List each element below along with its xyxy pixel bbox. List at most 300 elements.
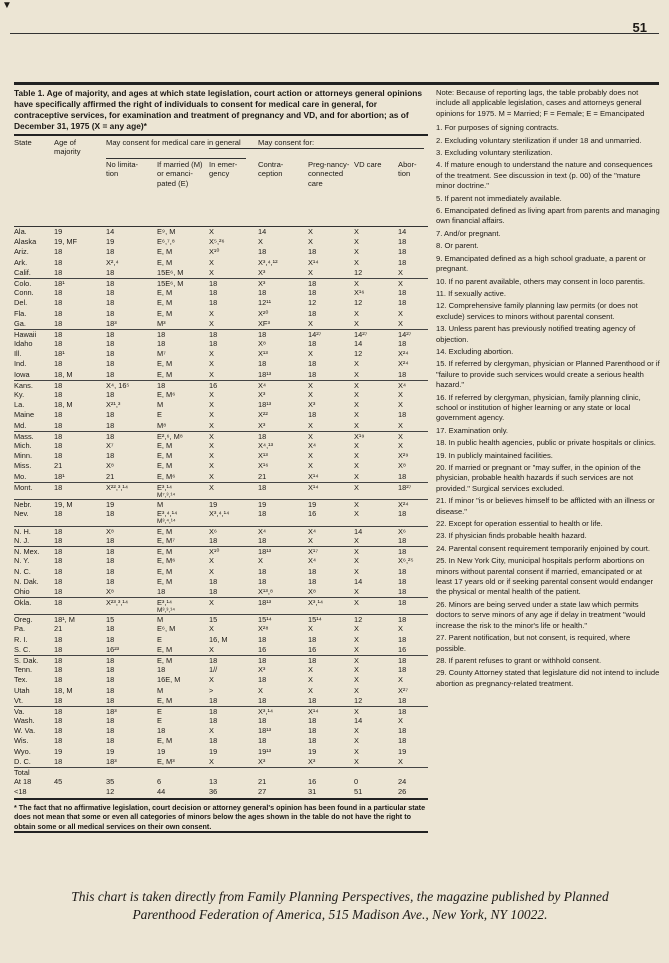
cell: 13 [209, 777, 218, 787]
cell: 0 [354, 777, 359, 787]
table-cell: 18 [106, 288, 115, 298]
table-cell: E, M⁶ [157, 471, 176, 481]
footnote-item: 29. County Attorney stated that legislature did not intend to include abortion as pregnancy-related treatment. [436, 668, 660, 688]
state-name: Mont. [14, 482, 33, 492]
table-cell: 18 [54, 526, 63, 536]
table-cell: X [398, 756, 403, 766]
table-cell: E, M³ [157, 756, 175, 766]
table-cell: E, M [157, 566, 173, 576]
table-cell: E, M [157, 288, 173, 298]
table-cell: E, M⁷ [157, 536, 175, 546]
table-row [14, 339, 428, 349]
table-cell: M⁷ [157, 349, 166, 359]
table-cell: X [354, 598, 359, 608]
table-cell: X [354, 706, 359, 716]
table-cell: 12 [308, 298, 317, 308]
table-cell: X⁴, 16⁵ [106, 380, 130, 390]
table-cell: E, M [157, 451, 173, 461]
table-cell: X [209, 410, 214, 420]
table-cell: E [157, 634, 162, 644]
table-cell: X [209, 267, 214, 277]
table-row [14, 546, 428, 556]
table-cell: 18 [106, 576, 115, 586]
table-cell: 18 [308, 634, 317, 644]
table-cell: 18 [54, 298, 63, 308]
footnote-item: 4. If mature enough to understand the nature and consequences of the treatment. See discussion in text (p. 00) of the "mature minor doctrine." [436, 160, 653, 191]
state-name: Okla. [14, 598, 32, 608]
table-cell: 18 [157, 380, 166, 390]
table-cell: E [157, 716, 162, 726]
table-cell: 18 [106, 390, 115, 399]
table-cell: X [354, 380, 359, 390]
table-cell: 18 [106, 547, 115, 557]
table-cell: 12 [354, 298, 363, 308]
table-cell: 18 [106, 624, 115, 634]
table-row [14, 716, 428, 726]
table-cell: X [354, 318, 359, 328]
table-cell: 18 [398, 547, 407, 557]
table-cell: M [157, 615, 164, 625]
table-cell: X [308, 665, 313, 675]
footnote-item: 13. Unless parent has previously notified treating agency of objection. [436, 324, 636, 344]
table-cell: 14 [106, 227, 115, 236]
table-row [14, 461, 428, 471]
table-cell: E³,⁴,¹⁴ [157, 508, 178, 518]
table-cell: X⁵,²⁶ [209, 237, 225, 247]
table-cell: 16 [308, 508, 317, 518]
state-name: Minn. [14, 451, 33, 461]
table-cell: 16 [209, 380, 218, 390]
cell: 6 [157, 777, 162, 787]
table-cell: 18 [54, 695, 63, 705]
table-cell: E, M⁶ [157, 556, 176, 566]
table-cell: X³ [258, 756, 266, 766]
header-if-married: If married (M) or emanci-pated (E) [157, 160, 203, 188]
table-cell: 18 [54, 329, 63, 339]
table-cell: X¹⁰ [209, 247, 220, 257]
table-cell: X [209, 400, 214, 410]
totals-label: Total [14, 768, 30, 777]
table-cell: X³,¹⁴ [258, 706, 274, 716]
state-name: Vt. [14, 695, 24, 705]
table-cell: 18 [308, 247, 317, 257]
corner-mark: ▼ [2, 0, 12, 11]
table-cell: 14 [354, 576, 363, 586]
table-cell: X [354, 624, 359, 634]
table-section [14, 88, 428, 833]
table-cell: 18 [258, 566, 267, 576]
table-cell: 18 [54, 339, 63, 349]
footnote-item: 21. If minor "is or believes himself to be afflicted with an illness or disease." [436, 496, 655, 516]
table-cell: X [354, 587, 359, 596]
table-cell: X²² [258, 410, 268, 420]
state-name: Nebr. [14, 499, 32, 509]
footnote-item: 23. If physician finds probable health hazard. [436, 531, 587, 541]
table-cell: 18¹³ [258, 369, 272, 379]
cell: 24 [398, 777, 407, 787]
table-cell: X [398, 278, 403, 288]
header-state: State [14, 138, 32, 147]
table-title: Table 1. Age of majority, and ages at which state legislation, court action or attorneys general opinions have specifically affirmed the right of individuals to consent for medical care in general, for contraceptive services, for examination and treatment of pregnancy and VD, and for abortion; as of December 31, 1975 (X = any age)* [14, 88, 422, 131]
table-cell: X⁶ [209, 526, 217, 536]
table-cell: 18 [398, 598, 407, 608]
table-row [14, 526, 428, 536]
table-cell: X [209, 471, 214, 481]
header-abortion: Abor-tion [398, 160, 417, 179]
table-cell: 18 [106, 655, 115, 665]
table-cell: 18 [54, 587, 63, 596]
table-cell: 15¹⁴ [258, 615, 272, 625]
cell: At 18 [14, 777, 32, 787]
table-cell: 18 [398, 508, 407, 518]
table-cell: 21 [258, 471, 267, 481]
table-cell: X [209, 227, 214, 236]
table-cell: 18, M [54, 400, 73, 410]
table-cell: 18 [398, 695, 407, 705]
table-cell: 18 [209, 587, 218, 596]
state-name: R. I. [14, 634, 28, 644]
state-name: Ohio [14, 587, 30, 596]
table-cell: X [209, 726, 214, 736]
table-cell: 18 [54, 706, 63, 716]
footnote-item: 19. In publicly maintained facilities. [436, 450, 553, 460]
table-row [14, 472, 428, 482]
table-cell: X [209, 451, 214, 461]
state-name: Ind. [14, 359, 27, 369]
table-cell: 15E⁶, M [157, 278, 184, 288]
table-cell: X [209, 644, 214, 654]
table-cell: 14²⁷ [308, 329, 322, 339]
table-cell: X [258, 685, 263, 695]
table-cell: 21 [54, 461, 63, 471]
table-cell: X [209, 257, 214, 267]
table-cell: X⁴ [258, 380, 267, 390]
table-cell: 18 [106, 359, 115, 369]
table-cell: 18 [157, 665, 166, 675]
table-cell: 18, M [54, 685, 73, 695]
table-cell: X [354, 247, 359, 257]
table-cell: 18³ [106, 756, 117, 766]
header-pregnancy: Preg-nancy-connected care [308, 160, 350, 188]
table-cell: X [354, 451, 359, 461]
table-cell: X³,⁴,¹⁴ [209, 508, 230, 518]
state-name: N. J. [14, 536, 30, 546]
table-cell: E, M [157, 644, 173, 654]
table-cell: M [157, 400, 164, 410]
table-cell: 18 [54, 420, 63, 430]
table-cell: 18 [54, 756, 63, 766]
table-row [14, 400, 428, 410]
table-cell: 18 [209, 288, 218, 298]
table-cell: X [308, 685, 313, 695]
table-row [14, 675, 428, 685]
table-cell: 18¹³ [258, 547, 272, 557]
table-row [14, 410, 428, 420]
table-cell: 19 [258, 499, 267, 509]
table-row [14, 597, 428, 614]
table-cell: 18 [54, 308, 63, 318]
table-cell: E²,⁶, M⁸ [157, 431, 183, 441]
table-cell: 12 [354, 349, 363, 359]
table-cell: 18 [54, 716, 63, 726]
table-cell-subline: M³,⁴,¹⁴ [157, 517, 176, 525]
table-cell: E, M [157, 461, 173, 471]
table-cell: 18 [106, 247, 115, 257]
table-cell: 18 [106, 716, 115, 726]
table-row [14, 370, 428, 380]
table-cell: X²⁰ [258, 308, 269, 318]
table-cell: M [157, 685, 164, 695]
table-cell: 18 [54, 536, 63, 546]
table-cell: 18 [106, 566, 115, 576]
table-cell: M³ [157, 318, 166, 328]
table-cell: 14 [354, 339, 363, 349]
state-name: Hawaii [14, 329, 37, 339]
table-row [14, 747, 428, 757]
table-cell: 18 [258, 508, 267, 518]
table-row [14, 349, 428, 359]
state-name: La. [14, 400, 25, 410]
table-cell: X [354, 482, 359, 492]
table-cell: 14 [258, 227, 267, 236]
table-cell: 18 [54, 675, 63, 685]
table-cell: 18 [258, 634, 267, 644]
table-cell: 18 [258, 716, 267, 726]
table-cell: X [209, 556, 214, 566]
page-number: 51 [632, 20, 647, 35]
table-cell: 18 [54, 247, 63, 257]
cell: 27 [258, 787, 267, 797]
footnote-item: 27. Parent notification, but not consent, is required, where possible. [436, 633, 631, 653]
state-name: Fla. [14, 308, 27, 318]
table-cell: 18 [308, 288, 317, 298]
table-cell: 18 [209, 339, 218, 349]
table-cell: X [398, 318, 403, 328]
table-cell: 15 [106, 615, 115, 625]
table-cell: X⁸ [258, 339, 267, 349]
table-cell: 19, MF [54, 237, 77, 247]
table-cell: 18 [258, 482, 267, 492]
table-cell: X [209, 369, 214, 379]
table-cell: X [258, 556, 263, 566]
header-rule-medical [106, 158, 246, 159]
table-cell: X¹⁷ [308, 547, 319, 557]
table-cell: 18 [106, 308, 115, 318]
table-row [14, 706, 428, 716]
table-cell: 18 [398, 587, 407, 596]
table-cell: 18 [308, 736, 317, 746]
table-row [14, 288, 428, 298]
table-cell: 18 [54, 288, 63, 298]
table-cell: 19 [106, 237, 115, 247]
table-row [14, 390, 428, 400]
table-cell: 18 [258, 431, 267, 441]
table-row [14, 309, 428, 319]
footnotes-list [436, 123, 660, 689]
state-name: Iowa [14, 369, 30, 379]
table-row [14, 247, 428, 257]
table-cell: 18 [308, 695, 317, 705]
table-cell: X [354, 685, 359, 695]
table-cell: X [398, 267, 403, 277]
table-cell: 18 [308, 655, 317, 665]
footnote-item: 22. Except for operation essential to health or life. [436, 519, 603, 529]
notes-column [436, 88, 660, 691]
footnote-item: 24. Parental consent requirement temporarily enjoined by court. [436, 543, 651, 553]
table-cell: X¹³ [258, 349, 268, 359]
table-row [14, 268, 428, 278]
table-cell: X [308, 390, 313, 399]
table-cell: X [308, 349, 313, 359]
table-cell: X [209, 431, 214, 441]
table-cell: 18 [308, 576, 317, 586]
table-cell: X [354, 508, 359, 518]
table-cell: 12 [354, 267, 363, 277]
table-cell: 18 [209, 655, 218, 665]
footnote-item: 17. Examination only. [436, 425, 509, 435]
table-cell: X [354, 499, 359, 509]
table-cell: X [209, 598, 214, 608]
table-cell: 18 [106, 508, 115, 518]
table-cell: 18 [398, 655, 407, 665]
table-cell: 12 [354, 615, 363, 625]
table-cell: 18¹, M [54, 615, 75, 625]
table-cell: X [308, 451, 313, 461]
header-no-limitation: No limita-tion [106, 160, 139, 179]
table-row [14, 577, 428, 587]
table-cell: 14²⁷ [354, 329, 368, 339]
footnote-bottom-rule [14, 831, 428, 833]
table-cell: 18 [258, 655, 267, 665]
table-cell: 18 [209, 298, 218, 308]
table-cell: X [398, 390, 403, 399]
table-cell: 16 [308, 644, 317, 654]
state-name: S. C. [14, 644, 31, 654]
table-cell: 15E⁶, M [157, 267, 184, 277]
header-may-consent-for: May consent for: [258, 138, 315, 147]
table-cell: X [308, 431, 313, 441]
table-cell: X¹⁹ [354, 431, 365, 441]
table-cell: 18 [398, 339, 407, 349]
table-row [14, 451, 428, 461]
table-cell: X⁸ [106, 461, 115, 471]
table-cell: E, M [157, 736, 173, 746]
table-cell: X⁸ [398, 461, 407, 471]
footnote-item: 18. In public health agencies, public or private hospitals or clinics. [436, 438, 656, 448]
table-cell: X [398, 440, 403, 450]
table-cell: 19 [106, 499, 115, 509]
table-cell: X⁸ [106, 526, 115, 536]
table-cell: E⁹, M [157, 227, 176, 236]
cell: 35 [106, 777, 115, 787]
table-row [14, 567, 428, 577]
table-cell: 18 [54, 318, 63, 328]
table-cell: 14 [354, 526, 363, 536]
table-cell: X [354, 278, 359, 288]
state-name: Oreg. [14, 615, 33, 625]
table-cell: X [354, 400, 359, 410]
table-cell: 18 [209, 329, 218, 339]
cell: 31 [308, 787, 317, 797]
footnote-item: 8. Or parent. [436, 241, 479, 251]
table-cell: X [209, 675, 214, 685]
footnote-rule [14, 798, 428, 800]
table-cell: 18 [106, 634, 115, 644]
table-cell: E⁶, M [157, 624, 176, 634]
table-cell: X [398, 431, 403, 441]
header-in-emergency: In emer-gency [209, 160, 238, 179]
header-age-of-majority: Age of majority [54, 138, 81, 157]
table-cell: X⁴ [308, 556, 317, 566]
table-cell: E, M [157, 257, 173, 267]
table-cell: X [209, 318, 214, 328]
table-cell: X³ [258, 390, 266, 399]
table-cell: 18 [398, 298, 407, 308]
table-row [14, 258, 428, 268]
table-cell: 14 [354, 716, 363, 726]
source-credit: This chart is taken directly from Family Planning Perspectives, the magazine published by Planned Parenthood Federation of America, 515 Madison Ave., New York, NY 10022. [71, 889, 609, 922]
cell: 44 [157, 787, 166, 797]
table-cell: 12¹¹ [258, 298, 272, 308]
table-cell: E, M [157, 369, 173, 379]
table-row [14, 227, 428, 237]
footnote-item: 16. If referred by clergyman, physician, family planning clinic, school or institution of higher learning or any state or local government agency. [436, 392, 641, 423]
table-cell: X⁴ [308, 526, 317, 536]
table-cell: 12 [354, 695, 363, 705]
table-cell: 18 [106, 349, 115, 359]
header-rule-consent [209, 148, 424, 149]
table-cell: 16E, M [157, 675, 181, 685]
cell: 51 [354, 787, 363, 797]
state-name: N. Mex. [14, 547, 40, 557]
table-cell: 18 [54, 359, 63, 369]
state-name: Utah [14, 685, 30, 695]
state-name: Ala. [14, 227, 27, 236]
table-cell: 18 [106, 410, 115, 420]
table-cell: X³ [258, 420, 266, 430]
table-cell: 18 [258, 329, 267, 339]
state-name: Va. [14, 706, 25, 716]
table-header [14, 136, 428, 227]
table-cell: 18 [398, 706, 407, 716]
table-cell: X [354, 675, 359, 685]
footnote-item: 10. If no parent available, others may consent in loco parentis. [436, 276, 645, 286]
table-cell: 18³ [106, 706, 117, 716]
table-cell: 18 [106, 339, 115, 349]
table-cell: X [354, 359, 359, 369]
table-cell: 19 [209, 499, 218, 509]
table-cell: X [209, 420, 214, 430]
table-cell: X¹⁴ [308, 706, 319, 716]
state-name: Colo. [14, 278, 32, 288]
table-cell: X [354, 655, 359, 665]
table-cell: X⁴ [308, 440, 317, 450]
table-cell: E, M [157, 298, 173, 308]
table-row [14, 624, 428, 634]
table-cell: 18 [54, 644, 63, 654]
table-cell: 18¹³ [258, 726, 272, 736]
footnote-item: 14. Excluding abortion. [436, 346, 514, 356]
table-cell: 18 [398, 576, 407, 586]
footnote-item: 9. Emancipated defined as a high school graduate, a parent or pregnant. [436, 253, 646, 274]
table-cell: X¹⁴ [308, 482, 319, 492]
table-row [14, 736, 428, 746]
state-name: N. H. [14, 526, 31, 536]
table-cell: X⁴,¹³ [258, 440, 274, 450]
footnote-item: 6. Emancipated defined as living apart from parents and managing own financial affairs. [436, 206, 660, 226]
table-cell: 18 [106, 278, 115, 288]
table-cell: E, M [157, 655, 173, 665]
